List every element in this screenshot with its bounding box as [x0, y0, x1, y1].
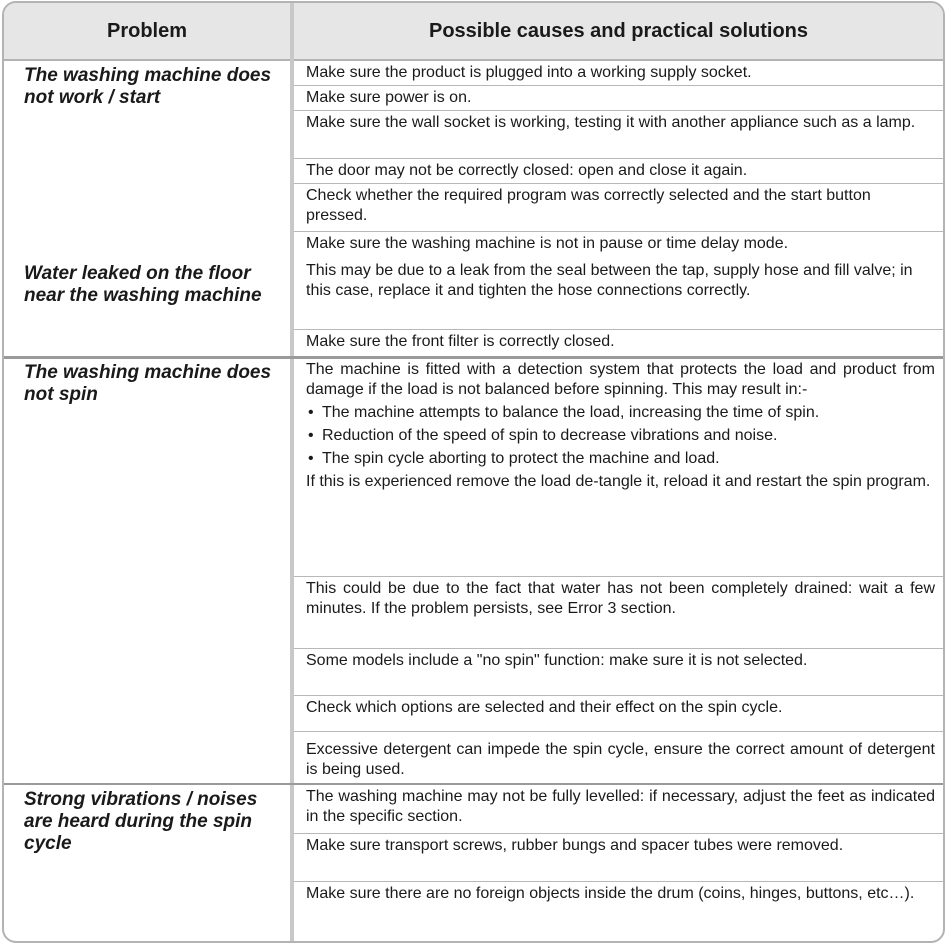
solution-cell: Some models include a "no spin" function: make sure it is not selected.: [294, 648, 943, 695]
problem-group-water-leak: [4, 259, 943, 358]
solution-cell: Excessive detergent can impede the spin cycle, ensure the correct amount of detergent is being used.: [294, 731, 943, 783]
problem-group-vibrations: [4, 785, 943, 941]
detection-intro: The machine is fitted with a detection system that protects the load and product from damage if the load is not balanced before spinning. This may result in:-: [306, 361, 935, 398]
solution-cell: Make sure the product is plugged into a working supply socket.: [306, 64, 752, 81]
problem-label: Strong vibrations / noises are heard during the spin cycle: [24, 789, 258, 854]
table-header: [4, 3, 943, 61]
solution-cell: Make sure transport screws, rubber bungs and spacer tubes were removed.: [294, 833, 943, 881]
bullet-item: • The spin cycle aborting to protect the machine and load.: [306, 449, 935, 469]
bullet-item: • Reduction of the speed of spin to decrease vibrations and noise.: [306, 426, 935, 446]
header-problem: Problem: [106, 19, 188, 42]
solution-cell: Make sure the front filter is correctly closed.: [294, 329, 943, 356]
header-solutions: Possible causes and practical solutions: [428, 19, 809, 42]
solution-cell: This may be due to a leak from the seal between the tap, supply hose and fill valve; in this case, replace it and tighten the hose connections correctly.: [306, 262, 913, 299]
problem-group-no-spin: [4, 358, 943, 785]
solution-cell: The washing machine may not be fully levelled: if necessary, adjust the feet as indicated in the specific section.: [306, 788, 935, 825]
detection-outro: If this is experienced remove the load de-tangle it, reload it and restart the spin program.: [306, 473, 931, 490]
solution-cell: Make sure the washing machine is not in pause or time delay mode.: [294, 231, 943, 257]
bullet-item: • The machine attempts to balance the load, increasing the time of spin.: [306, 403, 935, 423]
solution-cell: This could be due to the fact that water has not been completely drained: wait a few minutes. If the problem persists, see Error 3 section.: [294, 576, 943, 648]
solution-cell: The door may not be correctly closed: open and close it again.: [294, 158, 943, 183]
solution-cell: Check which options are selected and their effect on the spin cycle.: [294, 695, 943, 731]
solution-cell: Make sure there are no foreign objects inside the drum (coins, hinges, buttons, etc…).: [294, 881, 943, 941]
problem-label: The washing machine does not work / start: [24, 65, 272, 108]
solution-cell: [294, 358, 943, 576]
solution-cell: Make sure the wall socket is working, testing it with another appliance such as a lamp.: [294, 110, 943, 158]
solution-cell: Check whether the required program was correctly selected and the start button pressed.: [294, 183, 943, 231]
problem-label: The washing machine does not spin: [24, 362, 272, 405]
troubleshooting-table: [2, 1, 945, 943]
problem-label: Water leaked on the floor near the washing machine: [24, 263, 262, 306]
solution-cell: Make sure power is on.: [294, 85, 943, 110]
